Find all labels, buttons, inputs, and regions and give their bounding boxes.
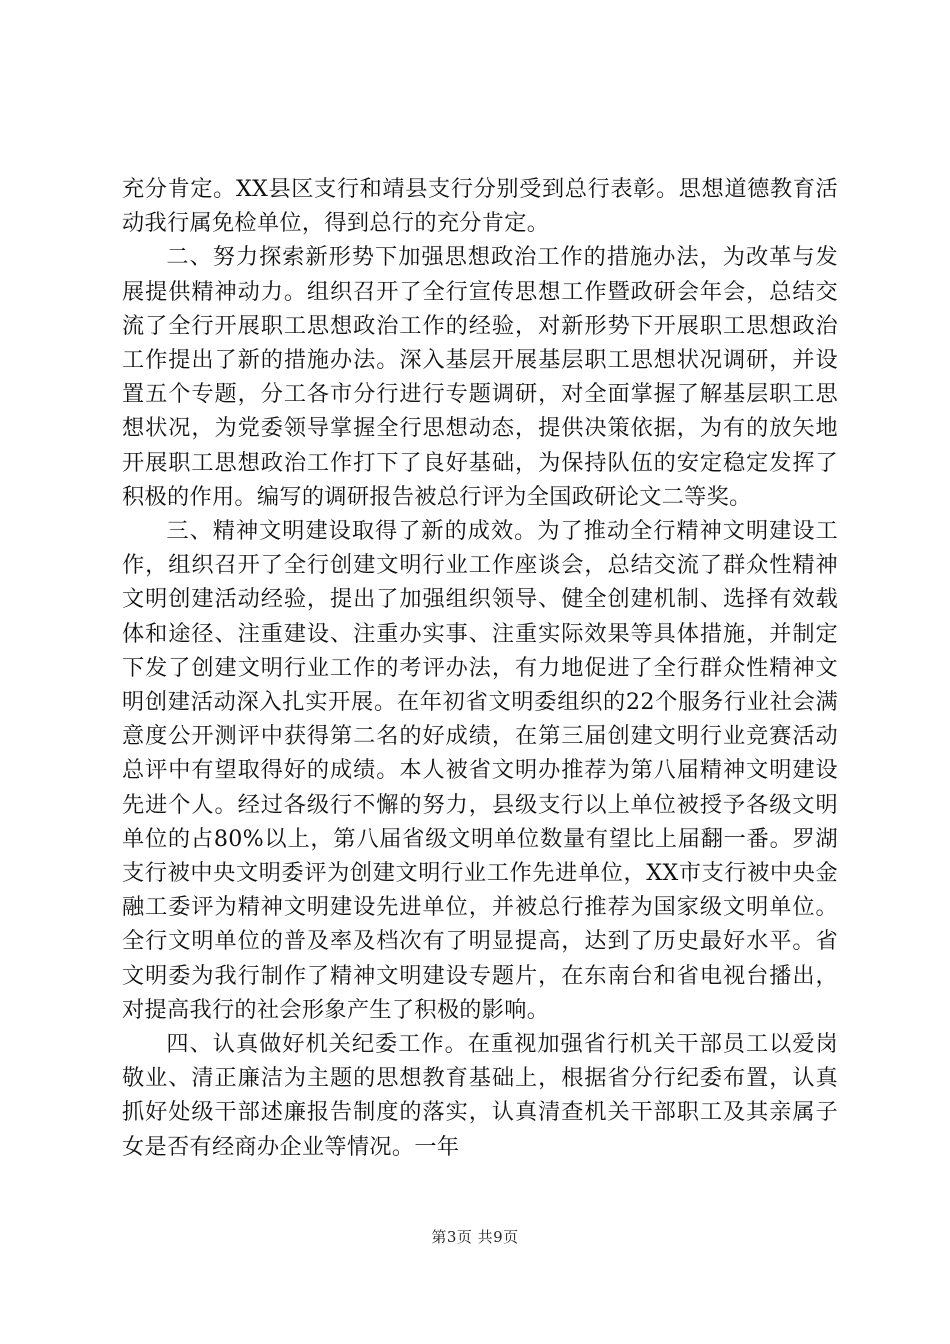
- document-body: [122, 172, 838, 1164]
- paragraph-section-2: 二、努力探索新形势下加强思想政治工作的措施办法，为改革与发展提供精神动力。组织召开了全行宣传思想工作暨政研会年会，总结交流了全行开展职工思想政治工作的经验，对新形势下开展职工思想政治工作提出了新的措施办法。深入基层开展基层职工思想状况调研，并设置五个专题，分工各市分行进行专题调研，对全面掌握了解基层职工思想状况，为党委领导掌握全行思想动态，提供决策依据，为有的放矢地开展职工思想政治工作打下了良好基础，为保持队伍的安定稳定发挥了积极的作用。编写的调研报告被总行评为全国政研论文二等奖。: [122, 244, 838, 510]
- paragraph-section-4: 四、认真做好机关纪委工作。在重视加强省行机关干部员工以爱岗敬业、清正廉洁为主题的思想教育基础上，根据省分行纪委布置，认真抓好处级干部述廉报告制度的落实，认真清查机关干部职工及其亲属子女是否有经商办企业等情况。一年: [122, 1031, 838, 1160]
- page-number-footer: 第3页 共9页: [431, 1228, 519, 1246]
- paragraph-continuation: 充分肯定。XX县区支行和靖县支行分别受到总行表彰。思想道德教育活动我行属免检单位，得到总行的充分肯定。: [122, 176, 838, 237]
- paragraph-section-3: 三、精神文明建设取得了新的成效。为了推动全行精神文明建设工作，组织召开了全行创建文明行业工作座谈会，总结交流了群众性精神文明创建活动经验，提出了加强组织领导、健全创建机制、选择有效载体和途径、注重建设、注重办实事、注重实际效果等具体措施，并制定下发了创建文明行业工作的考评办法，有力地促进了全行群众性精神文明创建活动深入扎实开展。在年初省文明委组织的22个服务行业社会满意度公开测评中获得第二名的好成绩，在第三届创建文明行业竞赛活动总评中有望取得好的成绩。本人被省文明办推荐为第八届精神文明建设先进个人。经过各级行不懈的努力，县级支行以上单位被授予各级文明单位的占80%以上，第八届省级文明单位数量有望比上届翻一番。罗湖支行被中央文明委评为创建文明行业工作先进单位，XX市支行被中央金融工委评为精神文明建设先进单位，并被总行推荐为国家级文明单位。全行文明单位的普及率及档次有了明显提高，达到了历史最好水平。省文明委为我行制作了精神文明建设专题片，在东南台和省电视台播出，对提高我行的社会形象产生了积极的影响。: [122, 518, 838, 1023]
